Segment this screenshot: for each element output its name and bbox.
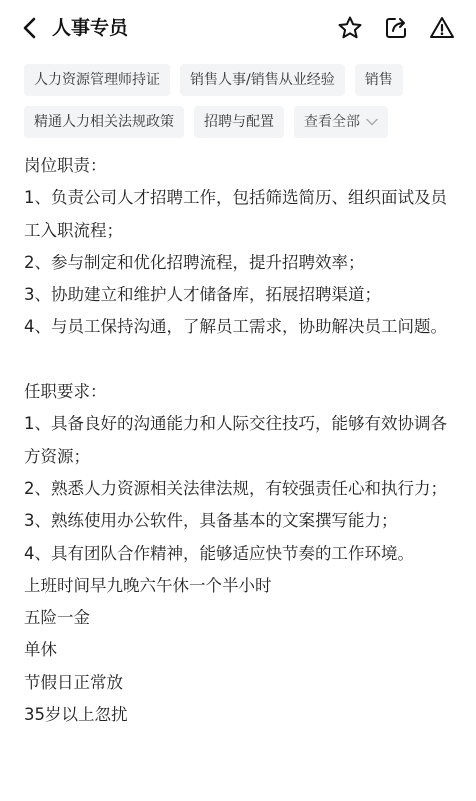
star-icon[interactable] xyxy=(336,14,364,42)
duties-title: 岗位职责： xyxy=(24,156,107,175)
chevron-down-icon xyxy=(366,118,378,126)
share-icon[interactable] xyxy=(382,14,410,42)
extra-item: 节假日正常放 xyxy=(24,672,123,692)
duty-item: 1、负责公司人才招聘工作，包括筛选简历、组织面试及员工入职流程； xyxy=(24,188,447,240)
extra-item: 35岁以上忽扰 xyxy=(24,705,128,725)
tag-item[interactable]: 人力资源管理师持证 xyxy=(24,64,170,96)
requirement-item: 4、具有团队合作精神，能够适应快节奏的工作环境。 xyxy=(24,543,414,563)
duty-item: 2、参与制定和优化招聘流程，提升招聘效率； xyxy=(24,252,365,272)
view-all-button[interactable] xyxy=(294,106,388,138)
view-all-label: 查看全部 xyxy=(304,114,360,130)
extra-item: 五险一金 xyxy=(24,608,90,628)
top-bar xyxy=(0,0,476,56)
back-icon[interactable] xyxy=(16,14,44,42)
requirement-item: 3、熟练使用办公软件，具备基本的文案撰写能力； xyxy=(24,511,398,531)
spacer xyxy=(24,344,456,376)
header-actions xyxy=(336,14,456,42)
tag-item[interactable]: 销售人事/销售从业经验 xyxy=(180,64,345,96)
requirement-item: 1、具备良好的沟通能力和人际交往技巧，能够有效协调各方资源； xyxy=(24,414,447,466)
job-description xyxy=(24,150,456,731)
tag-item[interactable]: 招聘与配置 xyxy=(194,106,284,138)
requirements-title: 任职要求： xyxy=(24,382,107,402)
tag-item[interactable]: 销售 xyxy=(355,64,403,96)
duty-item: 4、与员工保持沟通，了解员工需求，协助解决员工问题。 xyxy=(24,317,447,337)
tag-list xyxy=(24,64,464,138)
extra-item: 单休 xyxy=(24,640,57,660)
tag-item[interactable]: 精通人力相关法规政策 xyxy=(24,106,184,138)
duty-item: 3、协助建立和维护人才储备库，拓展招聘渠道； xyxy=(24,285,381,305)
page-title: 人事专员 xyxy=(52,17,129,39)
extra-item: 上班时间早九晚六午休一个半小时 xyxy=(24,575,272,595)
report-icon[interactable] xyxy=(428,14,456,42)
requirement-item: 2、熟悉人力资源相关法律法规，有较强责任心和执行力； xyxy=(24,478,447,498)
